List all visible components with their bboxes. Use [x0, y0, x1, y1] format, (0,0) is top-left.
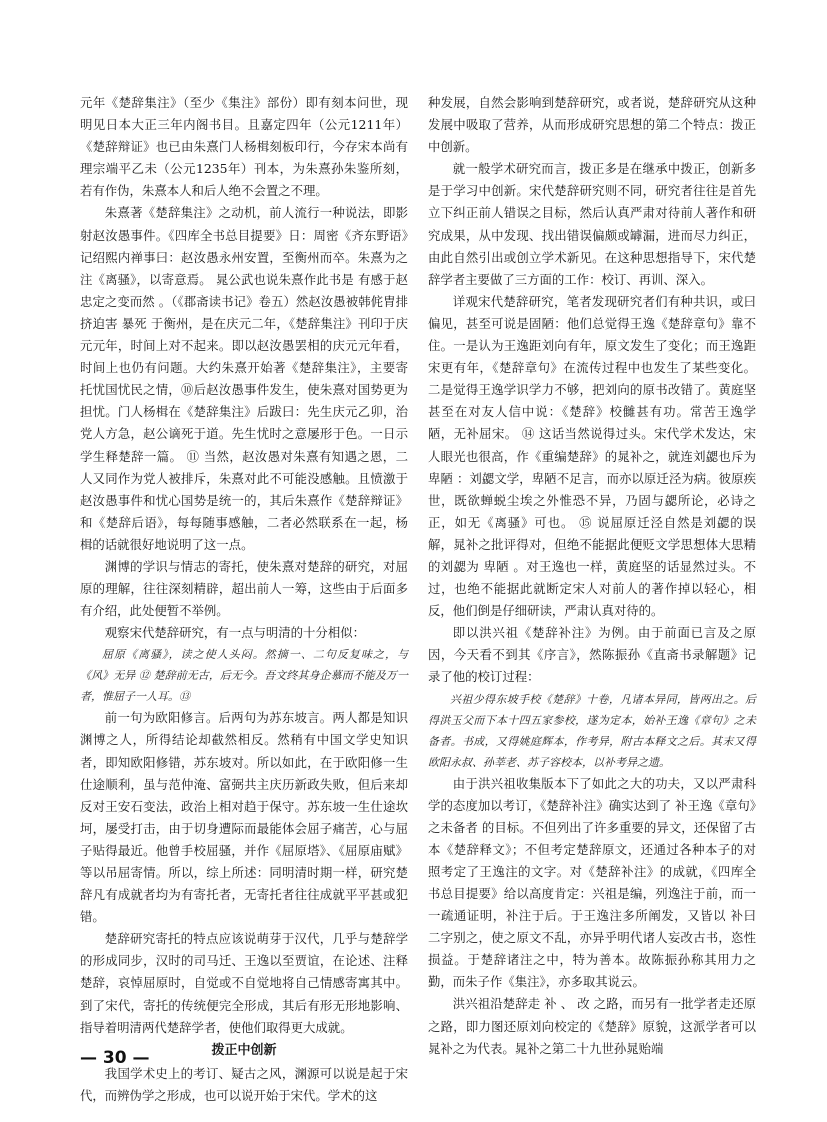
paragraph: 朱熹著《楚辞集注》之动机，前人流行一种说法，即影射赵汝愚事件。《四库全书总目提要》日：周密《齐东野语》记绍熙内禅事曰：赵汝愚永州安置，至衡州而卒。朱熹为之注《离骚》，以寄意焉。 晁公武也说朱熹作此书是 有感于赵忠定之变而然 。（《郡斋读书记》卷五）然赵汝愚被韩侂胄排挤迫害 暴死 于衡州，是在庆元二年，《楚辞集注》刊印于庆元元年，时间上对不起来。即以赵汝愚罢相的庆元元年看，时间上也仍有问题。大约朱熹开始著《楚辞集注》，主要寄托忧国忧民之情，⑩后赵汝愚事件发生，使朱熹对国势更为担忧。门人杨楫在《楚辞集注》后跋曰：先生庆元乙卯，治党人方急，赵公谪死于道。先生忧时之意屡形于色。一日示学生释楚辞一篇。 ⑪ 当然，赵汝愚对朱熹有知遇之恩，二人又同作为党人被排斥，朱熹对此不可能没感触。且愤激于赵汝愚事件和忧心国势是统一的，其后朱熹作《楚辞辩证》和《楚辞后语》，每每随事感触，二者必然联系在一起，杨楫的话就很好地说明了这一点。 — [80, 205, 408, 552]
paragraph: 详观宋代楚辞研究，笔者发现研究者们有种共识，或曰偏见，甚至可说是固陋：他们总觉得王逸《楚辞章句》靠不住。一是认为王逸距刘向有年，原文发生了变化；而王逸距宋更有年，《楚辞章句》在流传过程中也发生了某些变化。二是觉得王逸学识学力不够，把刘向的原书改错了。黄庭坚甚至在对友人信中说：《楚辞》校雠甚有功。常苦王逸学陋，无补屈宋。 ⑭ 这话当然说得过头。宋代学术发达，宋人眼光也很高，作《重编楚辞》的晁补之，就连刘勰也斥为 卑陋 ：刘勰文学，卑陋不足言，而亦以原迁泾为病。彼原疾世，既欲蝉蜕尘埃之外惟恐不异，乃固与勰所论，必诗之正，如无《离骚》可也。 ⑮ 说屈原迁泾自然是刘勰的误解，晁补之批评得对，但绝不能据此便贬文学思想体大思精的刘勰为 卑陋 。对王逸也一样，黄庭坚的话显然过头。不过，也绝不能据此就断定宋人对前人的著作掉以轻心，相反，他们倒是仔细研读，严肃认真对待的。 — [428, 293, 756, 619]
paragraph: 楚辞研究寄托的特点应该说萌芽于汉代，几乎与楚辞学的形成同步，汉时的司马迁、王逸以至贾谊，在论述、注释楚辞，哀悼屈原时，自觉或不自觉地将自己情感寄寓其中。到了宋代，寄托的传统便完全形成，其后有形无形地影响、指导着明清两代楚辞学者，使他们取得更大成就。 — [80, 931, 408, 1035]
paragraph: 元年《楚辞集注》（至少《集注》部份）即有刻本问世，现明见日本大正三年内阁书目。且嘉定四年（公元1211年）《楚辞辩证》也已由朱熹门人杨楫刻板印行，今存宋本尚有理宗端平乙未（公元1235年）刊本，为朱熹孙朱鉴所刻，若有作伪，朱熹本人和后人绝不会置之不理。 — [80, 95, 408, 199]
block-quote: 屈原《离骚》，读之使人头闷。然摘一、二句反复味之，与《风》无异 ⑫ 楚辞前无古，后无今。吾文终其身企慕而不能及万一者，惟屈子一人耳。⑬ — [80, 648, 408, 704]
paragraph: 前一句为欧阳修言。后两句为苏东坡言。两人都是知识渊博之人，所得结论却截然相反。然稍有中国文学史知识者，即知欧阳修错，苏东坡对。所以如此，在于欧阳修一生仕途顺利，虽与范仲淹、富弼共主庆历新政失败，但后来却反对王安石变法，政治上相对趋于保守。苏东坡一生仕途坎坷，屡受打击，由于切身遭际而最能体会屈子痛苦，心与屈子贴得最近。他曾手校屈骚，并作《屈原塔》、《屈原庙赋》等以吊屈寄情。所以，综上所述：同明清时期一样，研究楚辞凡有成就者均为有寄托者，无寄托者往往成就平平甚或犯错。 — [80, 710, 408, 925]
paragraph: 即以洪兴祖《楚辞补注》为例。由于前面已言及之原因，今天看不到其《序言》，然陈振孙《直斋书录解题》记录了他的校订过程： — [428, 625, 756, 685]
paragraph: 洪兴祖沿楚辞走 补 、 改 之路，而另有一批学者走还原之路，即力图还原刘向校定的《楚辞》原貌，这派学者可以晁补之为代表。晁补之第二十九世孙晁贻端 — [428, 996, 756, 1056]
right-column — [428, 92, 756, 1060]
paragraph: 由于洪兴祖收集版本下了如此之大的功夫，又以严肃科学的态度加以考订，《楚辞补注》确实达到了 补王逸《章句》之未备者 的目标。不但列出了许多重要的异文，还保留了古本《楚辞释文》；不但考定楚辞原文，还通过各种本子的对照考定了王逸注的文字。对《楚辞补注》的成就，《四库全书总目提要》给以高度肯定：兴祖是编，列逸注于前，而一一疏通证明，补注于后。于王逸注多所阐发，又皆以 补曰 二字别之，使之原文不乱，亦异乎明代诸人妄改古书，恣性损益。于楚辞诸注之中，特为善本。故陈振孙称其用力之勤，而朱子作《集注》，亦多取其说云。 — [428, 775, 756, 990]
paragraph: 种发展，自然会影响到楚辞研究，或者说，楚辞研究从这种发展中吸取了营养，从而形成研究思想的第二个特点：拨正中创新。 — [428, 95, 756, 155]
page-number: — 30 — — [80, 1048, 150, 1068]
paragraph: 渊博的学识与情志的寄托，使朱熹对楚辞的研究，对屈原的理解，往往深刻精辟，超出前人一筹，这些由于后面多有介绍，此处便暂不举例。 — [80, 558, 408, 619]
section-heading: 拨正中创新 — [211, 1042, 277, 1058]
block-quote: 兴祖少得东坡手校《楚辞》十卷，凡诸本异同，皆两出之。后得洪玉父而下本十四五家参校，遂为定本，始补王逸《章句》之未备者。书成，又得姚庭辉本，作考异，附古本释文之后。其末又得欧阳永叔、孙莘老、苏子容校本，以补考异之遗。 — [428, 692, 756, 769]
paragraph: 我国学术史上的考订、疑古之风，渊源可以说是起于宋代，而辨伪学之形成，也可以说开始于宋代。学术的这 — [80, 1065, 408, 1103]
left-column — [80, 92, 408, 1107]
paragraph: 就一般学术研究而言，拨正多是在继承中拨正，创新多是于学习中创新。宋代楚辞研究则不同，研究者往往是首先立下纠正前人错误之目标，然后认真严肃对待前人著作和研究成果，从中发现、找出错误偏颇或罅漏，进而尽力纠正，由此自然引出或创立学术新见。在这种思想指导下，宋代楚辞学者主要做了三方面的工作：校订、再训、深入。 — [428, 161, 756, 287]
paragraph: 观察宋代楚辞研究，有一点与明清的十分相似： — [104, 625, 365, 641]
